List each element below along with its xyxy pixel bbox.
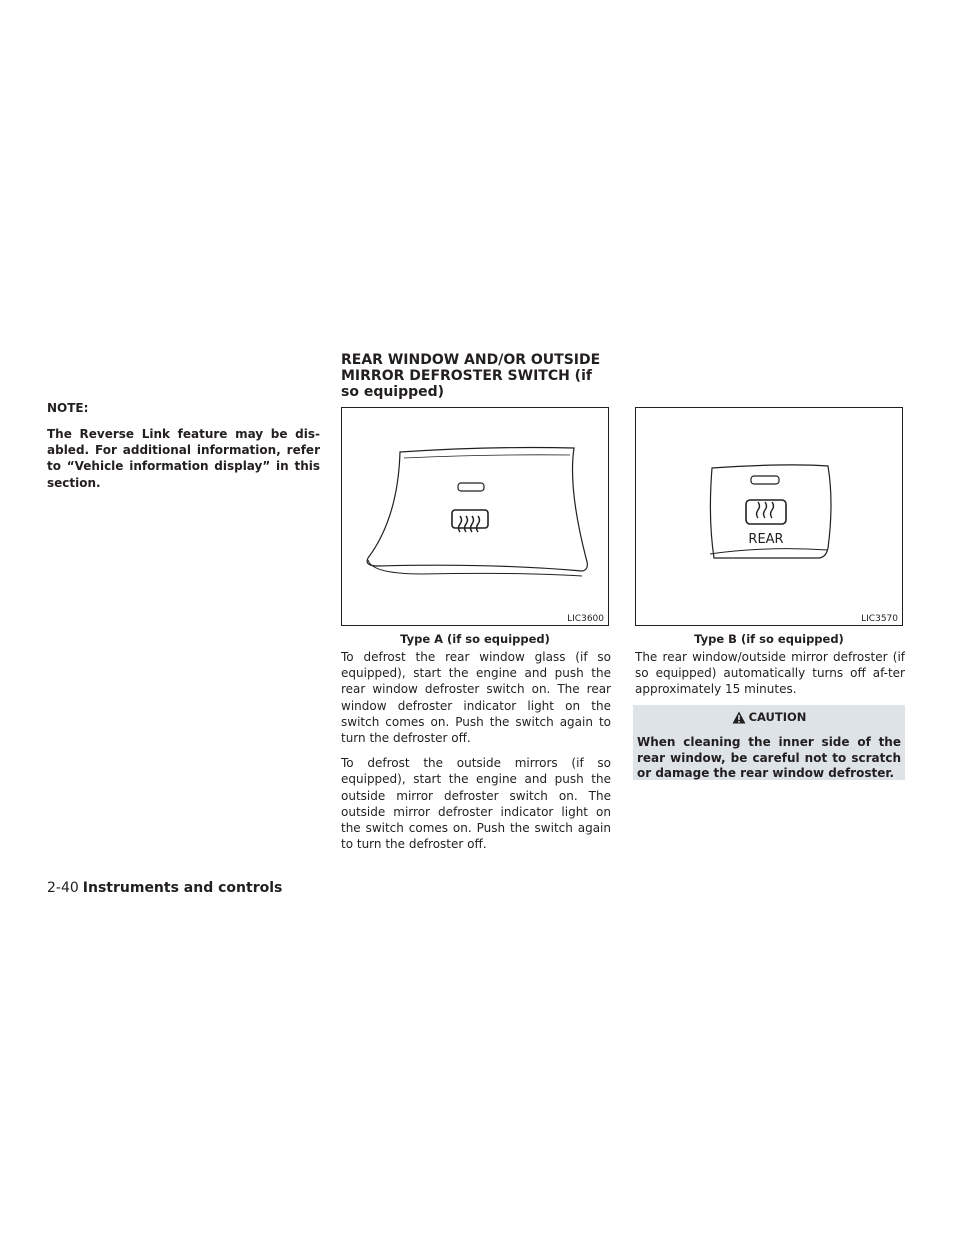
page-footer (47, 880, 282, 896)
caution-label: CAUTION (748, 710, 807, 724)
warning-triangle-icon (732, 711, 746, 724)
figure-code: LIC3570 (861, 614, 898, 624)
paragraph-auto-off: The rear window/outside mirror defroster (if so equipped) automatically turns off af-ter approximately 15 minutes. (635, 650, 905, 697)
section-title: REAR WINDOW AND/OR OUTSIDE MIRROR DEFROSTER SWITCH (if so equipped) (341, 352, 601, 400)
switch-label-rear: REAR (748, 532, 784, 547)
paragraph-rear-window: To defrost the rear window glass (if so equipped), start the engine and push the rear window defroster switch on. The rear window defroster indicator light on the switch comes on. Push the switch again to turn the defroster off. (341, 650, 611, 746)
rear-defroster-icon (746, 500, 786, 524)
note-text: The Reverse Link feature may be dis-abled. For additional information, refer to “Vehicle information display” in this section. (47, 427, 320, 490)
page-number: 2-40 (47, 880, 79, 896)
switch-panel-b-illustration (636, 408, 904, 627)
body-column-right (635, 649, 905, 698)
caution-text: When cleaning the inner side of the rear window, be careful not to scratch or damage the rear window defroster. (637, 735, 901, 781)
figure-code: LIC3600 (567, 614, 604, 624)
figure-type-a (341, 407, 609, 626)
footer-section-name: Instruments and controls (82, 880, 283, 896)
switch-panel-a-illustration (342, 408, 610, 627)
caution-box (633, 705, 905, 780)
caution-heading (633, 710, 905, 724)
paragraph-outside-mirrors: To defrost the outside mirrors (if so equipped), start the engine and push the outside mirror defroster switch on. The outside mirror defroster indicator light on the switch comes on. Push the switch again to turn the defroster off. (341, 756, 611, 852)
rear-defroster-icon (452, 510, 488, 532)
figure-caption-a: Type A (if so equipped) (400, 632, 550, 646)
body-column-middle (341, 649, 611, 852)
note-label: NOTE: (47, 401, 89, 415)
figure-type-b (635, 407, 903, 626)
figure-caption-b: Type B (if so equipped) (694, 632, 844, 646)
